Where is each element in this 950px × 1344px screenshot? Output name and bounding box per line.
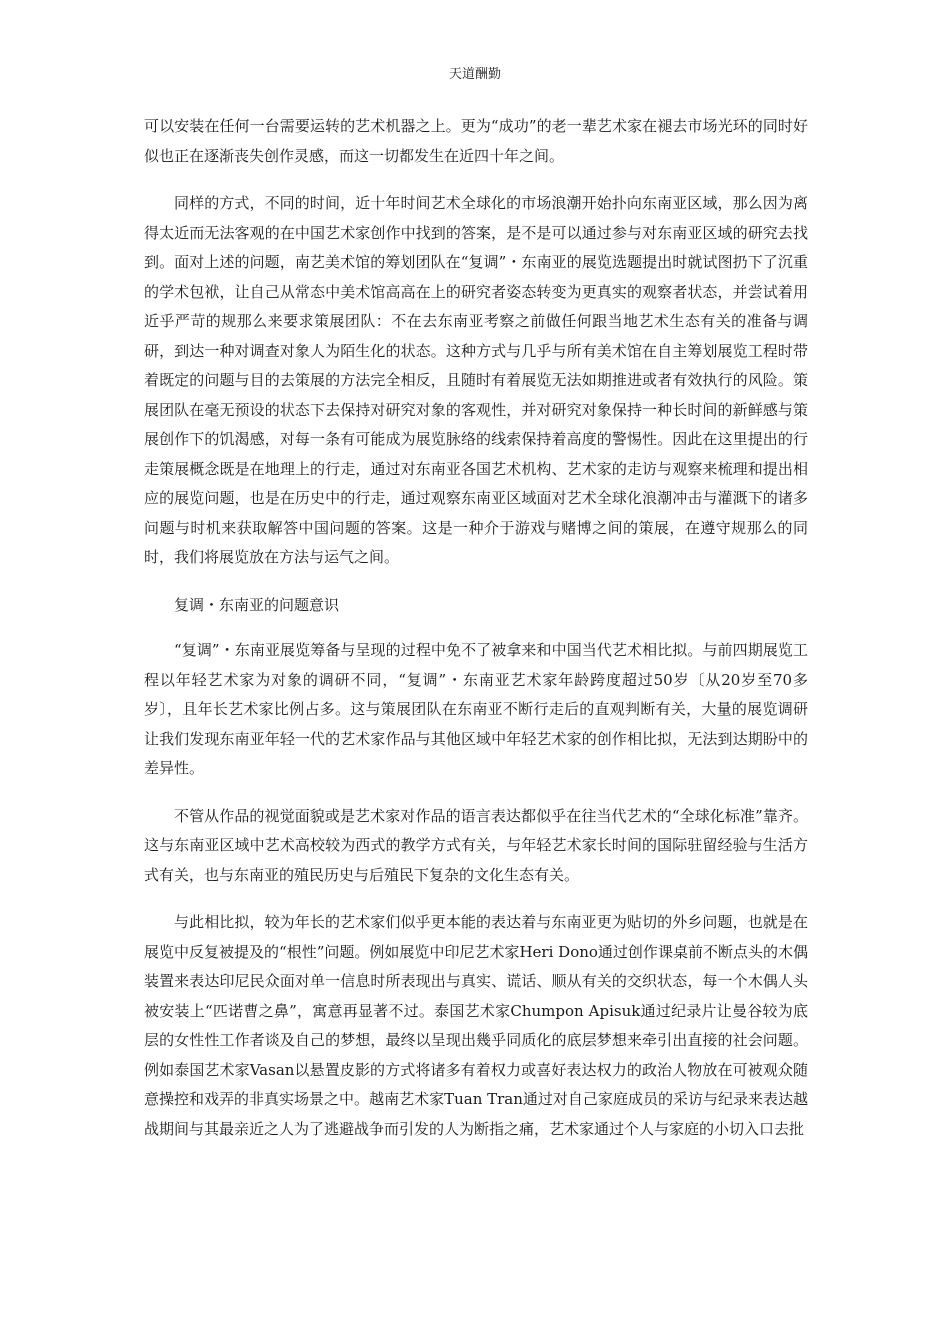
body-text bbox=[144, 112, 808, 1162]
paragraph-globalization: 不管从作品的视觉面貌或是艺术家对作品的语言表达都似乎在往当代艺术的“全球化标准”靠齐。这与东南亚区域中艺术高校较为西式的教学方式有关，与年轻艺术家长时间的国际驻留经验与生活方式有关，也与东南亚的殖民历史与后殖民下复杂的文化生态有关。 bbox=[144, 806, 808, 884]
section-heading: 复调・东南亚的问题意识 bbox=[174, 595, 340, 614]
page-header: 天道酬勤 bbox=[448, 67, 501, 82]
paragraph-elder-artists: 与此相比拟，较为年长的艺术家们似乎更本能的表达着与东南亚更为贴切的外乡问题，也就是在展览中反复被提及的“根性”问题。例如展览中印尼艺术家Heri Dono通过创作课桌前不断点头的木偶装置来表达印尼民众面对单一信息时所表现出与真实、谎话、顺从有关的交织状态，每一个木偶人头被安装上“匹诺曹之鼻”，寓意再显著不过。泰国艺术家Chumpon Apisuk通过纪录片让曼谷较为底层的女性性工作者谈及自己的梦想，最终以呈现出幾乎同质化的底层梦想来牵引出直接的社会问题。例如泰国艺术家Vasan以悬置皮影的方式将诸多有着权力或喜好表达权力的政治人物放在可被观众随意操控和戏弄的非真实场景之中。越南艺术家Tuan Tran通过对自己家庭成员的采访与纪录来表达越战期间与其最亲近之人为了逃避战争而引发的人为断指之痛，艺术家通过个人与家庭的小切入口去批 bbox=[144, 913, 808, 1138]
paragraph-curation-method: 同样的方式，不同的时间，近十年时间艺术全球化的市场浪潮开始扑向东南亚区域，那么因为离得太近而无法客观的在中国艺术家创作中找到的答案，是不是可以通过参与对东南亚区域的研究去找到。面对上述的问题，南艺美术馆的筹划团队在“复调”・东南亚的展览选题提出时就试图扔下了沉重的学术包袱，让自己从常态中美术馆高高在上的研究者姿态转变为更真实的观察者状态，并尝试着用近乎严苛的规那么来要求策展团队：不在去东南亚考察之前做任何跟当地艺术生态有关的准备与调研，到达一种对调查对象人为陌生化的状态。这种方式与几乎与所有美术馆在自主筹划展览工程时带着既定的问题与目的去策展的方法完全相反，且随时有着展览无法如期推进或者有效执行的风险。策展团队在毫无预设的状态下去保持对研究对象的客观性，并对研究对象保持一种长时间的新鲜感与策展创作下的饥渴感，对每一条有可能成为展览脉络的线索保持着高度的警惕性。因此在这里提出的行走策展概念既是在地理上的行走，通过对东南亚各国艺术机构、艺术家的走访与观察来梳理和提出相应的展览问题，也是在历史中的行走，通过观察东南亚区域面对艺术全球化浪潮冲击与灌溉下的诸多问题与时机来获取解答中国问题的答案。这是一种介于游戏与赌博之间的策展，在遵守规那么的同时，我们将展览放在方法与运气之间。 bbox=[144, 194, 808, 566]
paragraph-comparison: “复调”・东南亚展览筹备与呈现的过程中免不了被拿来和中国当代艺术相比拟。与前四期展览工程以年轻艺术家为对象的调研不同，“复调”・东南亚艺术家年龄跨度超过50岁〔从20岁至70多岁〕，且年长艺术家比例占多。这与策展团队在东南亚不断行走后的直观判断有关，大量的展览调研让我们发现东南亚年轻一代的艺术家作品与其他区域中年轻艺术家的创作相比拟，无法到达期盼中的差异性。 bbox=[144, 641, 808, 777]
paragraph-continued: 可以安装在任何一台需要运转的艺术机器之上。更为“成功”的老一辈艺术家在褪去市场光环的同时好似也正在逐渐丧失创作灵感，而这一切都发生在近四十年之间。 bbox=[144, 117, 808, 165]
